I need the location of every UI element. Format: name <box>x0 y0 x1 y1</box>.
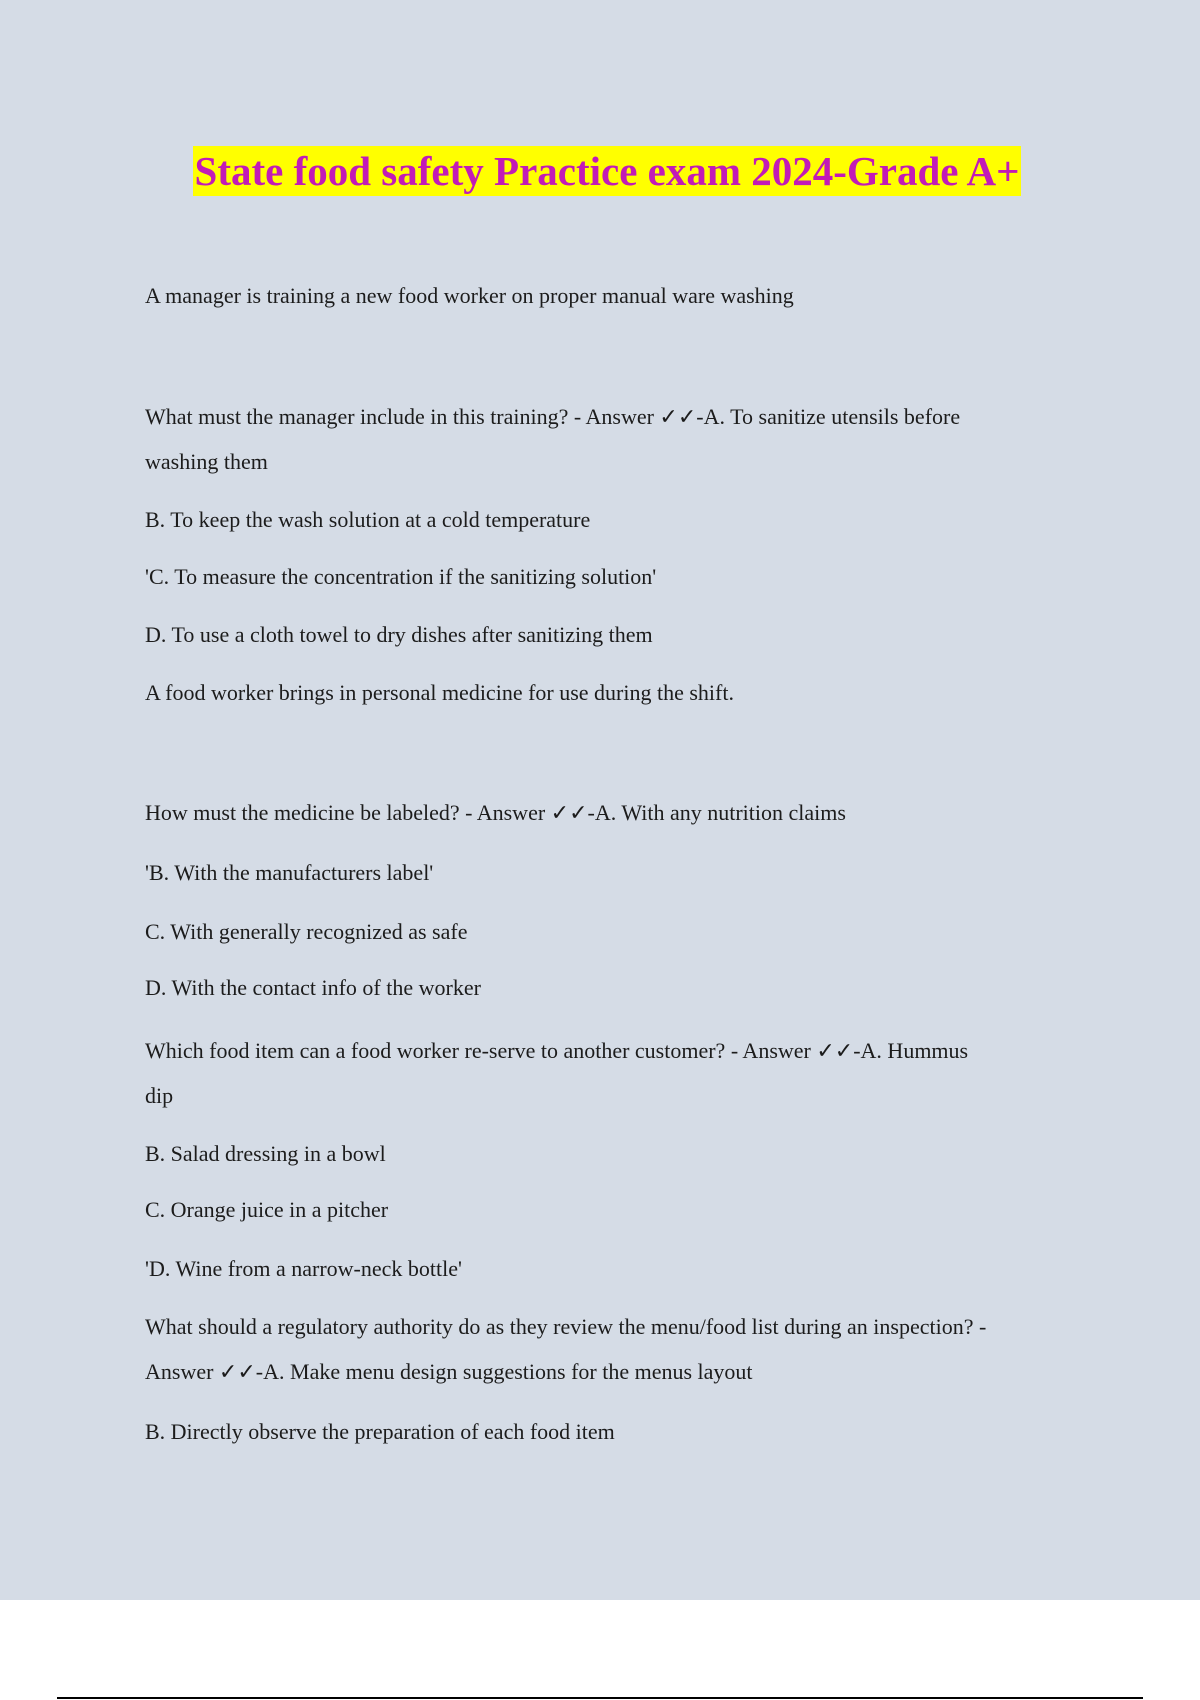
text-line: What must the manager include in this training? - Answer ✓✓-A. To sanitize utensils before <box>145 404 961 429</box>
text-line: C. Orange juice in a pitcher <box>145 1197 389 1222</box>
document-title: State food safety Practice exam 2024-Grade A+ <box>194 148 1020 194</box>
text-line: D. With the contact info of the worker <box>145 975 481 1000</box>
text-line: What should a regulatory authority do as they review the menu/food list during an inspection? - <box>145 1314 987 1339</box>
text-line: B. Salad dressing in a bowl <box>145 1141 386 1166</box>
text-line: C. With generally recognized as safe <box>145 919 468 944</box>
text-line: 'B. With the manufacturers label' <box>145 860 434 885</box>
text-line: How must the medicine be labeled? - Answer ✓✓-A. With any nutrition claims <box>145 800 846 825</box>
text-line: Which food item can a food worker re-serve to another customer? - Answer ✓✓-A. Hummus <box>145 1038 969 1063</box>
text-line: A manager is training a new food worker on proper manual ware washing <box>145 283 794 308</box>
text-line: Answer ✓✓-A. Make menu design suggestions for the menus layout <box>145 1359 753 1384</box>
text-line: dip <box>145 1083 174 1108</box>
text-line: B. To keep the wash solution at a cold temperature <box>145 507 591 532</box>
title-container <box>0 146 1200 196</box>
text-line: 'D. Wine from a narrow-neck bottle' <box>145 1256 462 1281</box>
text-line: B. Directly observe the preparation of each food item <box>145 1419 615 1444</box>
text-line: A food worker brings in personal medicine for use during the shift. <box>145 680 734 705</box>
text-line: D. To use a cloth towel to dry dishes after sanitizing them <box>145 622 653 647</box>
text-line: 'C. To measure the concentration if the sanitizing solution' <box>145 564 657 589</box>
text-line: washing them <box>145 449 268 474</box>
footer-divider <box>57 1697 1143 1699</box>
